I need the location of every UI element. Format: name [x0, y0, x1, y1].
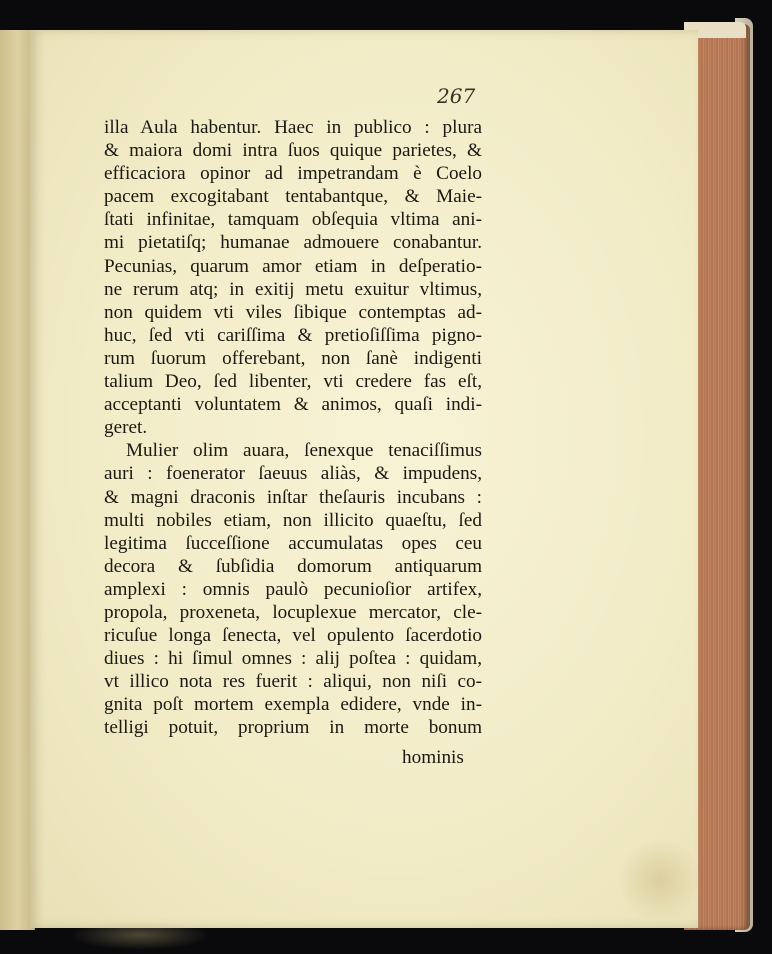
text-line: & maiora domi intra ſuos quique parietes, &: [104, 140, 482, 162]
foxing-stain: [615, 840, 705, 920]
text-line: diues : hi ſimul omnes : alij poſtea : quidam,: [104, 648, 482, 670]
text-line: decora & ſubſidia domorum antiquarum: [104, 555, 482, 577]
text-line: acceptanti voluntatem & animos, quaſi indi-: [104, 394, 482, 416]
text-line: huc, ſed vti cariſſima & pretioſiſſima pigno-: [104, 324, 482, 346]
text-line: ſtati infinitae, tamquam obſequia vltima ani-: [104, 209, 482, 231]
body-text: [104, 116, 482, 740]
text-line: illa Aula habentur. Haec in publico : plura: [104, 117, 482, 138]
text-line: geret.: [104, 417, 148, 439]
text-line: pacem excogitabant tentabantque, & Maie-: [104, 186, 482, 208]
foxing-stain: [70, 920, 210, 950]
text-line: mi pietatiſq; humanae admouere conabantur.: [104, 232, 482, 254]
text-line: Mulier olim auara, ſenexque tenaciſſimus: [126, 440, 482, 462]
text-line: multi nobiles etiam, non illicito quaeſtu, ſed: [104, 509, 482, 531]
text-line: rum ſuorum offerebant, non ſanè indigenti: [104, 347, 482, 369]
text-line: non quidem vti viles ſibique contemptas ad-: [104, 301, 482, 323]
text-line: gnita poſt mortem exempla edidere, vnde in-: [104, 694, 482, 716]
text-line: auri : foenerator ſaeuus aliàs, & impudens,: [104, 463, 482, 485]
text-line: & magni draconis inſtar theſauris incubans :: [104, 486, 482, 508]
text-line: ne rerum atq; in exitij metu exuitur vltimus,: [104, 278, 482, 300]
text-line: vt illico nota res fuerit : aliqui, non niſi co-: [104, 671, 482, 693]
catchword: hominis: [402, 747, 464, 768]
text-line: efficaciora opinor ad impetrandam è Coelo: [104, 163, 482, 185]
page-number: 267: [437, 84, 476, 108]
text-line: telligi potuit, proprium in morte bonum: [104, 717, 482, 739]
text-line: ricuſue longa ſenecta, vel opulento ſacerdotio: [104, 625, 482, 647]
text-line: legitima ſucceſſione accumulatas opes ceu: [104, 532, 482, 554]
text-line: amplexi : omnis paulò pecunioſior artifex,: [104, 578, 482, 600]
text-line: talium Deo, ſed libenter, vti credere fas eſt,: [104, 371, 482, 393]
text-line: propola, proxeneta, locuplexue mercator, cle-: [104, 601, 482, 623]
text-line: Pecunias, quarum amor etiam in deſperatio-: [104, 255, 482, 277]
